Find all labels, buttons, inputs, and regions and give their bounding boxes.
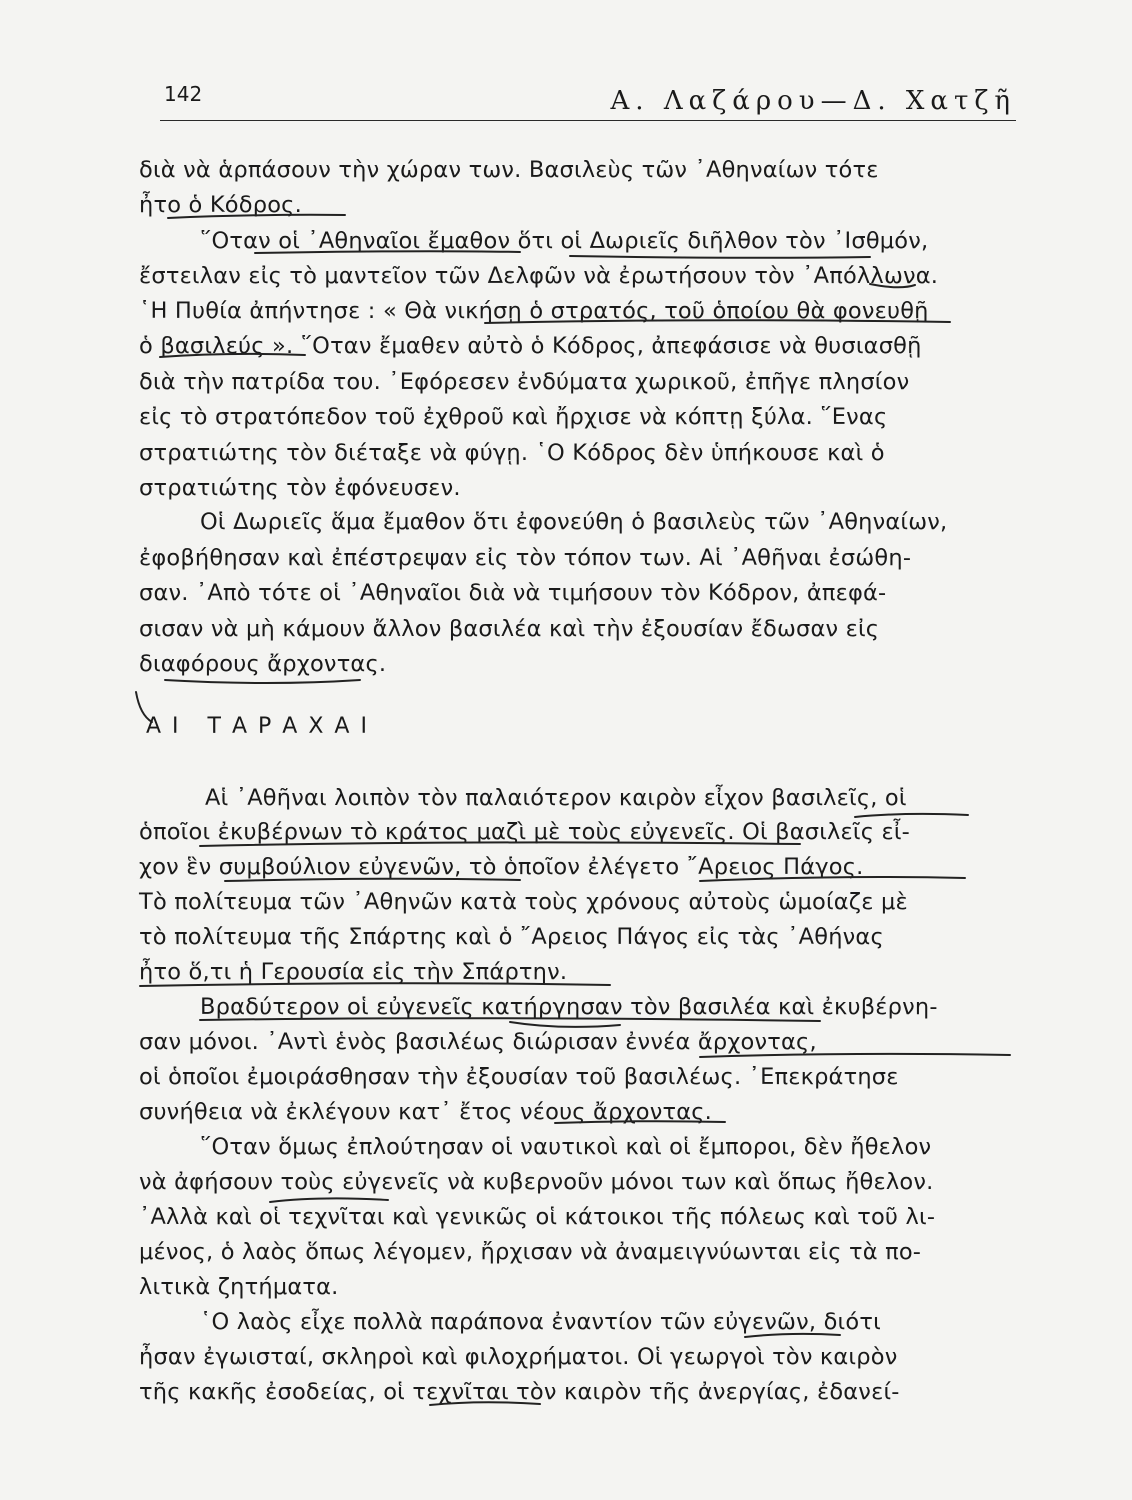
text-line: ἦσαν ἐγωισταί, σκληροὶ καὶ φιλοχρήματοι. Οἱ γεωργοὶ τὸν καιρὸν (139, 1344, 898, 1370)
underline-mark (165, 680, 360, 683)
text-line: ἦτο ὁ Κόδρος. (139, 192, 302, 218)
text-line: ᾿Αλλὰ καὶ οἱ τεχνῖται καὶ γενικῶς οἱ κάτοικοι τῆς πόλεως καὶ τοῦ λι- (139, 1204, 936, 1230)
underline-mark (430, 1402, 540, 1405)
underline-mark (510, 1022, 620, 1027)
text-line: οἱ ὁποῖοι ἐμοιράσθησαν τὴν ἐξουσίαν τοῦ βασιλέως. ᾿Επεκράτησε (139, 1064, 899, 1090)
text-line: χον ἓν συμβούλιον εὐγενῶν, τὸ ὁποῖον ἐλέγετο ῎Αρειος Πάγος. (139, 854, 864, 880)
underline-mark (255, 251, 520, 253)
underline-mark (700, 1054, 1010, 1057)
text-line: ῾Ο λαὸς εἶχε πολλὰ παράπονα ἐναντίον τῶν εὐγενῶν, διότι (200, 1309, 881, 1335)
text-line: συνήθεια νὰ ἐκλέγουν κατ᾿ ἔτος νέους ἄρχοντας. (139, 1099, 713, 1125)
text-line: τὸ πολίτευμα τῆς Σπάρτης καὶ ὁ ῎Αρειος Πάγος εἰς τὰς ᾿Αθήνας (139, 924, 884, 950)
text-line: Οἱ Δωριεῖς ἅμα ἔμαθον ὅτι ἐφονεύθη ὁ βασιλεὺς τῶν ᾿Αθηναίων, (200, 509, 948, 535)
text-line: τῆς κακῆς ἐσοδείας, οἱ τεχνῖται τὸν καιρὸν τῆς ἀνεργίας, ἐδανεί- (139, 1379, 900, 1405)
text-line: σαν μόνοι. ᾿Αντὶ ἑνὸς βασιλέως διώρισαν ἐννέα ἄρχοντας, (139, 1029, 817, 1055)
text-line: διὰ νὰ ἁρπάσουν τὴν χώραν των. Βασιλεὺς τῶν ᾿Αθηναίων τότε (139, 157, 879, 183)
text-line: ὁποῖοι ἐκυβέρνων τὸ κράτος μαζὶ μὲ τοὺς εὐγενεῖς. Οἱ βασιλεῖς εἶ- (139, 819, 910, 845)
text-line: ἐφοβήθησαν καὶ ἐπέστρεψαν εἰς τὸν τόπον των. Αἱ ᾿Αθῆναι ἐσώθη- (139, 545, 912, 571)
text-line: νὰ ἀφήσουν τοὺς εὐγενεῖς νὰ κυβερνοῦν μόνοι των καὶ ὅπως ἤθελον. (139, 1169, 934, 1195)
underline-mark (745, 1334, 840, 1337)
underline-mark (270, 1198, 388, 1202)
underline-mark (225, 879, 520, 881)
text-line: σισαν νὰ μὴ κάμουν ἄλλον βασιλέα καὶ τὴν ἐξουσίαν ἔδωσαν εἰς (139, 616, 880, 642)
running-head: Α. Λαζάρου—Δ. Χατζῆ (610, 86, 1016, 116)
underline-mark (168, 215, 345, 218)
text-line: ῾Η Πυθία ἀπήντησε : « Θὰ νικήσῃ ὁ στρατός, τοῦ ὁποίου θὰ φονευθῇ (139, 298, 929, 324)
text-line: ὁ βασιλεύς ». ῞Οταν ἔμαθεν αὐτὸ ὁ Κόδρος, ἀπεφάσισε νὰ θυσιασθῇ (139, 333, 922, 359)
section-heading: ΑΙ ΤΑΡΑΧΑΙ (146, 714, 378, 739)
text-line: ἦτο ὅ,τι ἡ Γερουσία εἰς τὴν Σπάρτην. (139, 959, 568, 985)
underline-mark (160, 354, 305, 357)
underline-mark (570, 256, 870, 258)
text-line: ῞Οταν ὅμως ἐπλούτησαν οἱ ναυτικοὶ καὶ οἱ ἔμποροι, δὲν ἤθελον (200, 1134, 932, 1160)
text-line: στρατιώτης τὸν διέταξε νὰ φύγῃ. ῾Ο Κόδρος δὲν ὑπήκουσε καὶ ὁ (139, 440, 885, 466)
text-line: ῞Οταν οἱ ᾿Αθηναῖοι ἔμαθον ὅτι οἱ Δωριεῖς διῆλθον τὸν ᾿Ισθμόν, (200, 228, 929, 254)
text-line: λιτικὰ ζητήματα. (139, 1274, 339, 1300)
underline-mark (555, 1121, 725, 1123)
underline-mark (200, 842, 800, 846)
text-line: Τὸ πολίτευμα τῶν ᾿Αθηνῶν κατὰ τοὺς χρόνους αὐτοὺς ὡμοίαζε μὲ (139, 889, 908, 915)
underline-mark (136, 692, 152, 722)
underline-mark (485, 320, 950, 323)
text-line: μένος, ὁ λαὸς ὅπως λέγομεν, ἤρχισαν νὰ ἀναμειγνύωνται εἰς τὰ πο- (139, 1239, 922, 1265)
text-line: εἰς τὸ στρατόπεδον τοῦ ἐχθροῦ καὶ ἤρχισε νὰ κόπτῃ ξύλα. ῞Ενας (139, 404, 888, 430)
underline-mark (870, 284, 915, 287)
underline-mark (855, 814, 968, 817)
text-line: ἔστειλαν εἰς τὸ μαντεῖον τῶν Δελφῶν νὰ ἐρωτήσουν τὸν ᾿Απόλλωνα. (139, 263, 939, 289)
text-line: διαφόρους ἄρχοντας. (139, 651, 387, 677)
text-line: Βραδύτερον οἱ εὐγενεῖς κατήργησαν τὸν βασιλέα καὶ ἐκυβέρνη- (200, 994, 938, 1020)
text-line: σαν. ᾿Απὸ τότε οἱ ᾿Αθηναῖοι διὰ νὰ τιμήσουν τὸν Κόδρον, ἀπεφά- (139, 580, 887, 606)
underline-mark (140, 983, 610, 986)
underline-mark (200, 1018, 820, 1021)
underline-mark (700, 877, 965, 881)
text-line: Αἱ ᾿Αθῆναι λοιπὸν τὸν παλαιότερον καιρὸν εἶχον βασιλεῖς, οἱ (205, 785, 907, 811)
text-line: διὰ τὴν πατρίδα του. ᾿Εφόρεσεν ἐνδύματα χωρικοῦ, ἐπῆγε πλησίον (139, 369, 910, 395)
page-number: 142 (164, 82, 203, 106)
text-line: στρατιώτης τὸν ἐφόνευσεν. (139, 475, 461, 501)
